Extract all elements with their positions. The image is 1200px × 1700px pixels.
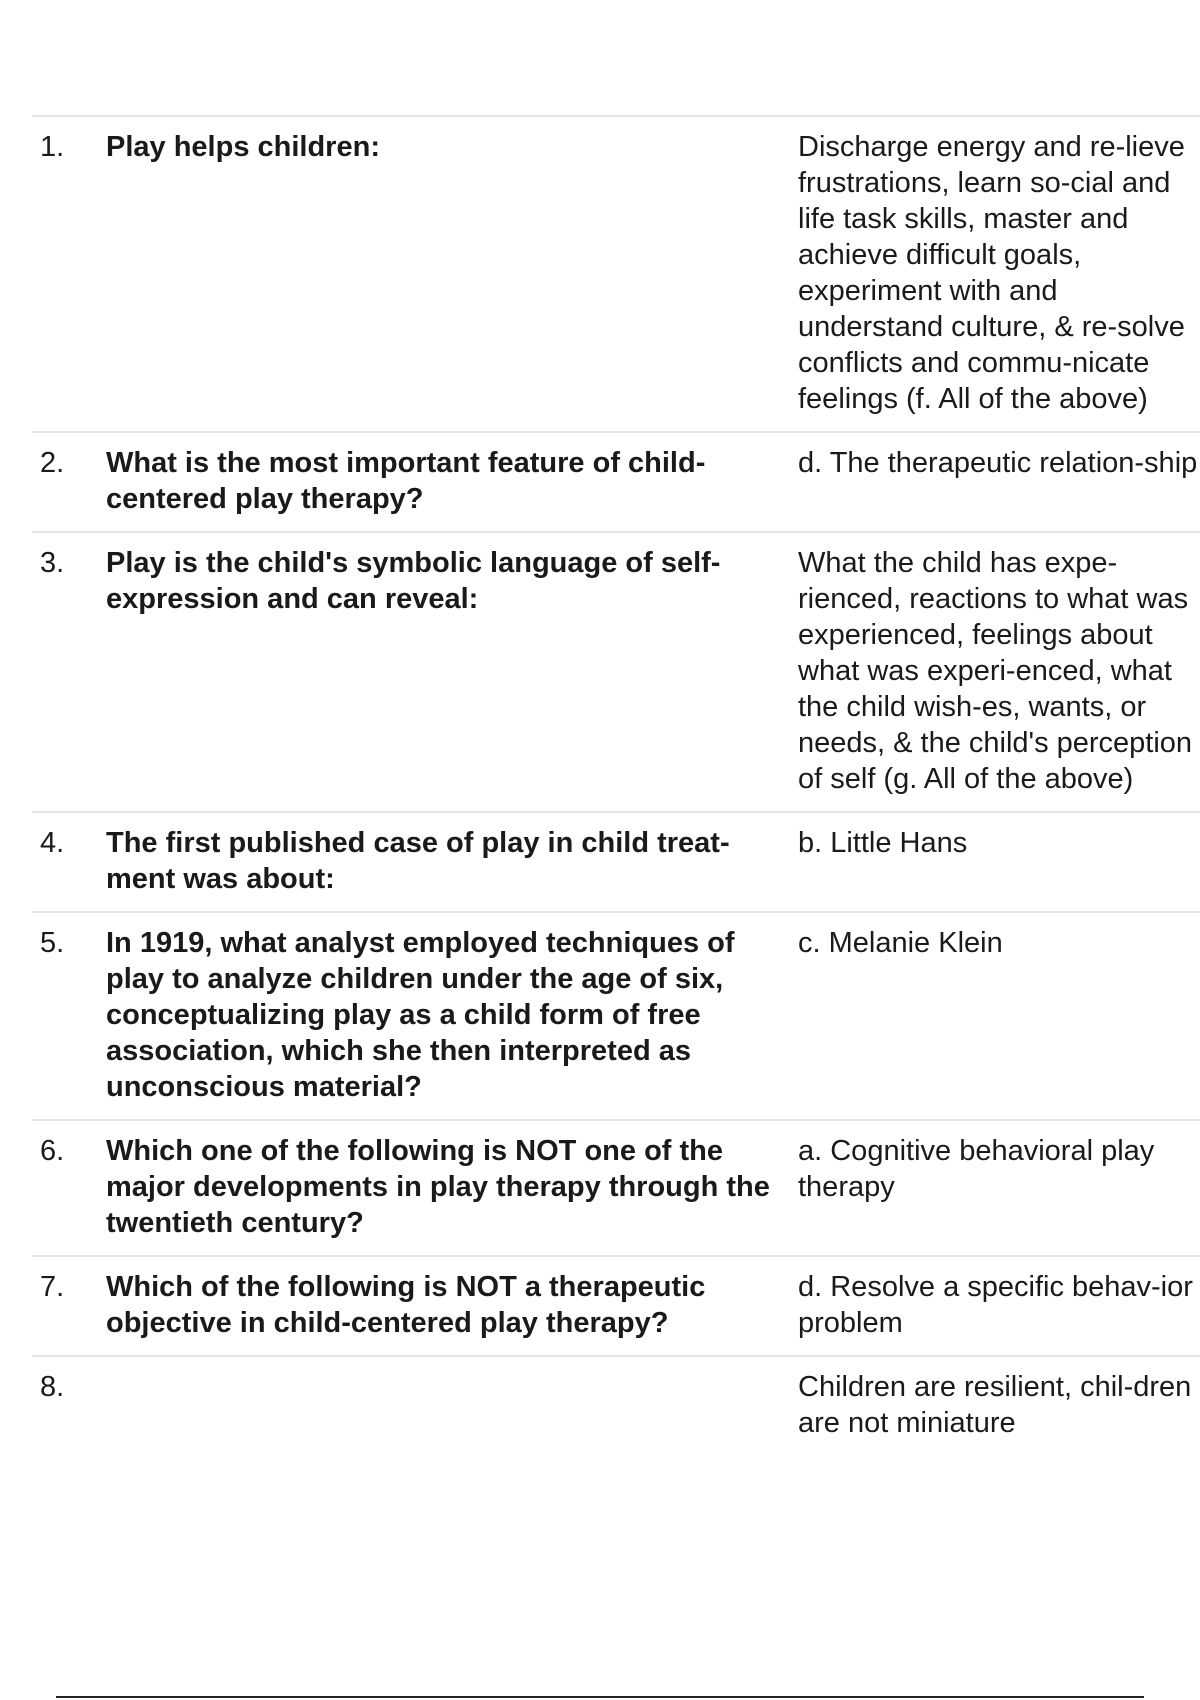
card-term: Play is the child's symbolic language of self-expression and can reveal: <box>106 547 721 615</box>
footer-divider <box>56 1696 1144 1698</box>
card-definition: d. Resolve a specific behav-ior problem <box>798 1271 1193 1339</box>
card-term <box>106 1369 798 1441</box>
card-number: 3. <box>40 547 65 579</box>
card-number: 4. <box>40 827 65 859</box>
card-number: 5. <box>40 927 65 959</box>
card-number: 1. <box>40 131 65 163</box>
list-item <box>32 1119 1200 1255</box>
card-definition: What the child has expe-rienced, reactions to what was experienced, feelings about what was experi-enced, what the child wish-es, wants, or needs, & the child's perception of self (g. All of the above) <box>798 547 1193 795</box>
list-item <box>32 1355 1200 1455</box>
card-definition: b. Little Hans <box>798 827 968 859</box>
card-term: What is the most important feature of child-centered play therapy? <box>106 447 706 515</box>
card-term: The first published case of play in child treat-ment was about: <box>106 827 730 895</box>
card-number: 8. <box>40 1371 65 1403</box>
list-item <box>32 811 1200 911</box>
list-item <box>32 431 1200 531</box>
card-term: Which one of the following is NOT one of the major developments in play therapy through the twentieth century? <box>106 1135 770 1239</box>
list-item <box>32 531 1200 811</box>
card-term: Which of the following is NOT a therapeutic objective in child-centered play therapy? <box>106 1271 706 1339</box>
card-term: In 1919, what analyst employed techniques of play to analyze children under the age of six, conceptualizing play as a child form of free association, which she then interpreted as unconscious material? <box>106 927 735 1103</box>
flashcard-list <box>32 115 1200 1511</box>
list-item <box>32 1255 1200 1355</box>
list-item <box>32 115 1200 431</box>
card-number: 2. <box>40 447 65 479</box>
card-definition: Discharge energy and re-lieve frustrations, learn so-cial and life task skills, master and achieve difficult goals, experiment with and understand culture, & re-solve conflicts and commu-nicate feelings (f. All of the above) <box>798 131 1185 415</box>
card-definition: c. Melanie Klein <box>798 927 1003 959</box>
card-number: 7. <box>40 1271 65 1303</box>
card-definition: a. Cognitive behavioral play therapy <box>798 1135 1155 1203</box>
card-definition: Children are resilient, chil-dren are not miniature <box>798 1371 1192 1439</box>
card-term: Play helps children: <box>106 131 380 163</box>
list-item <box>32 911 1200 1119</box>
card-definition: d. The therapeutic relation-ship <box>798 447 1198 479</box>
card-number: 6. <box>40 1135 65 1167</box>
